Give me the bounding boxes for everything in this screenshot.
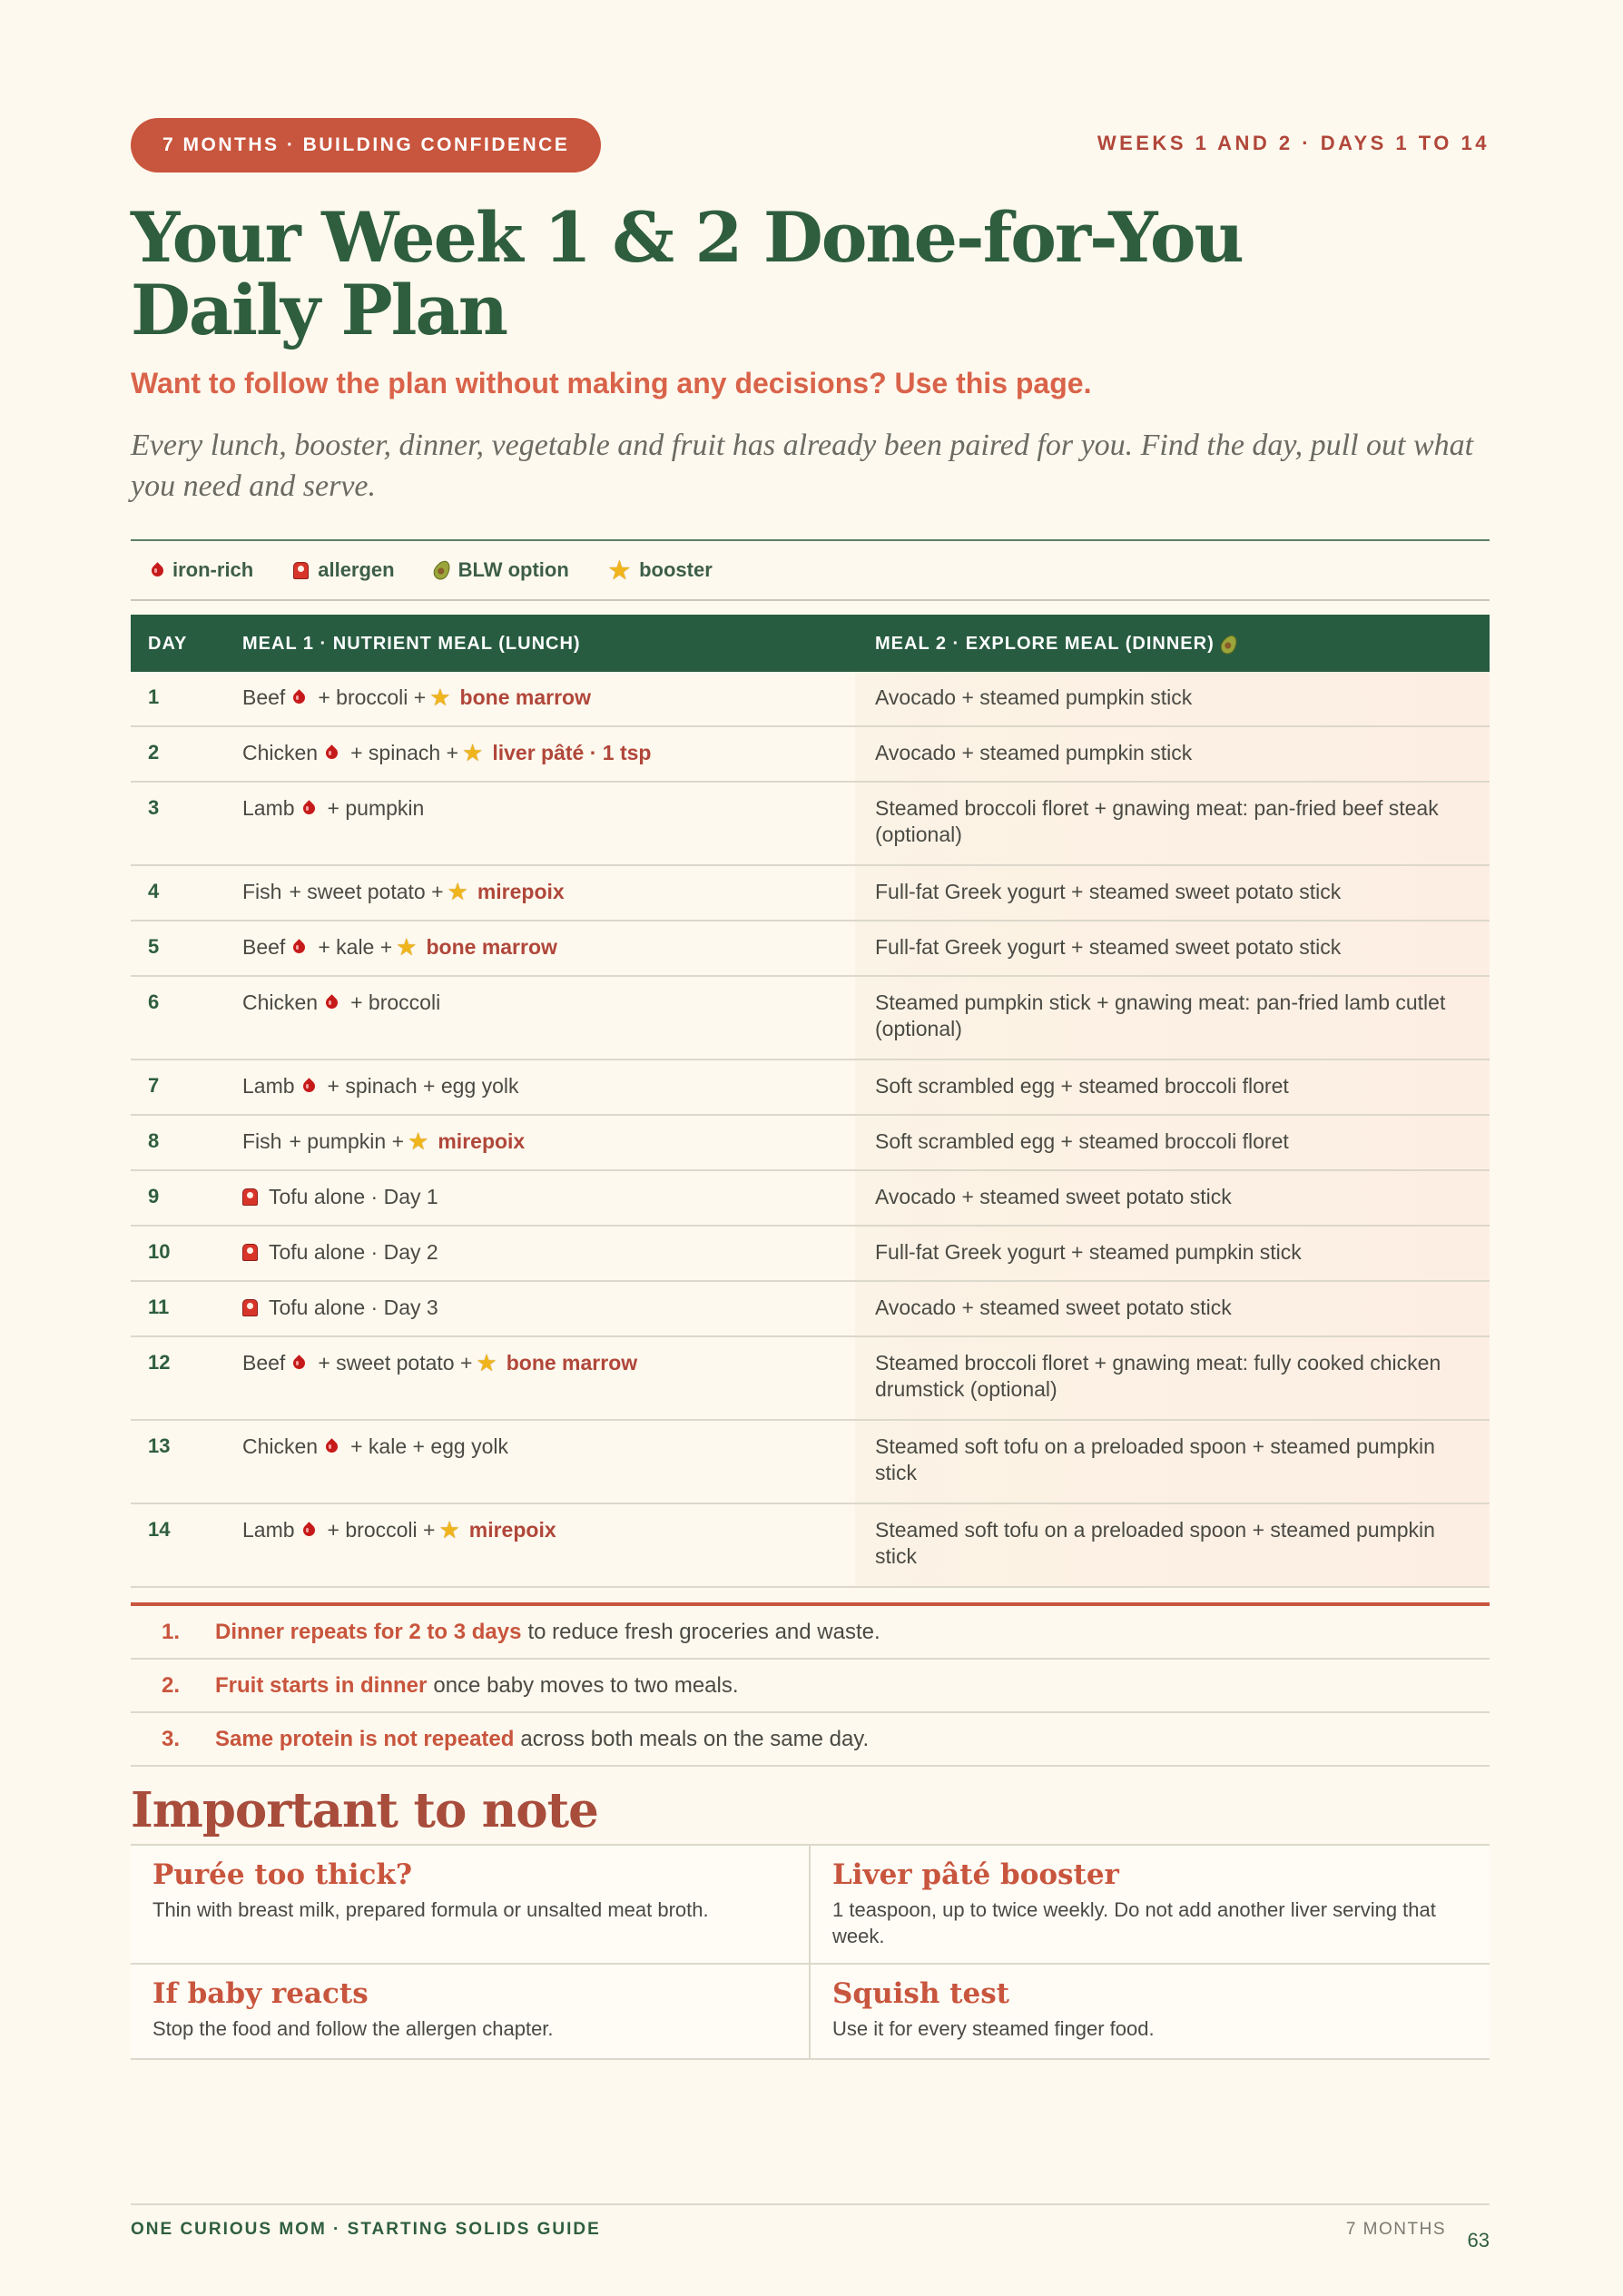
subtitle: Want to follow the plan without making any decisions? Use this page. (131, 367, 1092, 399)
booster-label: bone marrow (426, 934, 557, 959)
day-number: 6 (148, 990, 160, 1013)
day-number: 3 (148, 796, 160, 819)
footer-section: 7 MONTHS (1345, 2220, 1446, 2239)
meal1-cell (242, 878, 565, 905)
meal2-cell: Steamed broccoli floret + gnawing meat: fully cooked chicken drumstick (optional) (875, 1351, 1441, 1401)
meal1-cell (242, 1294, 438, 1321)
meal1-cell (242, 1516, 556, 1543)
legend-item-allergen (293, 558, 394, 582)
star-icon: ★ (447, 878, 468, 905)
meal1-protein: Chicken (242, 1434, 319, 1458)
table-row (131, 1116, 1490, 1171)
meal1-cell (242, 684, 591, 711)
day-number: 14 (148, 1518, 171, 1541)
table-row (131, 1504, 1490, 1588)
alarm-light-icon (242, 1188, 258, 1206)
note-highlight: Dinner repeats for 2 to 3 days (215, 1619, 522, 1644)
star-icon: ★ (408, 1128, 429, 1155)
table-row (131, 783, 1490, 866)
tip-card (131, 1846, 811, 1965)
day-number: 9 (148, 1185, 160, 1207)
footer-guide-title: ONE CURIOUS MOM · STARTING SOLIDS GUIDE (131, 2220, 601, 2239)
note-number: 3. (162, 1726, 181, 1751)
meal-table-body (131, 672, 1490, 1588)
star-icon: ★ (429, 684, 451, 711)
footer-divider (131, 2203, 1490, 2205)
table-row (131, 921, 1490, 977)
meal1-protein: Fish (242, 1128, 282, 1153)
day-number: 10 (148, 1240, 171, 1263)
alarm-light-icon (293, 562, 309, 579)
star-icon: ★ (438, 1516, 460, 1543)
meal1-sides: + spinach + egg yolk (327, 1073, 519, 1098)
meal1-sides: + broccoli (350, 990, 441, 1014)
intro-text: Every lunch, booster, dinner, vegetable and fruit has already been paired for you. Find the day, pull out what you need and serve. (131, 429, 1474, 503)
day-number: 12 (148, 1351, 171, 1374)
tip-card (811, 1965, 1490, 2060)
meal1-protein: Tofu alone · Day 2 (269, 1239, 438, 1264)
star-icon: ★ (476, 1349, 497, 1376)
legend-item-iron (151, 558, 253, 582)
table-row (131, 1227, 1490, 1282)
meal1-protein: Chicken (242, 740, 319, 764)
meal1-cell (242, 1128, 525, 1155)
meal1-cell (242, 933, 557, 961)
table-row (131, 1282, 1490, 1337)
day-number: 4 (148, 880, 160, 902)
meal1-sides: + sweet potato + (318, 1350, 473, 1375)
booster-label: bone marrow (459, 685, 591, 709)
meal1-protein: Beef (242, 934, 286, 959)
table-row (131, 977, 1490, 1060)
meal2-cell: Avocado + steamed pumpkin stick (875, 685, 1193, 709)
col-meal2-header-wrap (875, 634, 1236, 655)
alarm-light-icon (242, 1244, 258, 1261)
tip-body: Use it for every steamed finger food. (832, 2017, 1155, 2040)
day-number: 7 (148, 1074, 160, 1097)
blood-drop-icon (292, 938, 305, 956)
day-number: 5 (148, 935, 160, 958)
meal2-cell: Soft scrambled egg + steamed broccoli floret (875, 1129, 1289, 1153)
blood-drop-icon (292, 1354, 305, 1372)
table-row (131, 672, 1490, 727)
day-number: 8 (148, 1129, 160, 1152)
page-title (131, 197, 1402, 350)
star-icon: ★ (462, 739, 484, 766)
legend-label: BLW option (457, 558, 569, 581)
meal1-protein: Tofu alone · Day 3 (269, 1295, 438, 1319)
note-text: once baby moves to two meals. (433, 1672, 739, 1698)
meal2-cell: Avocado + steamed sweet potato stick (875, 1185, 1232, 1208)
note-text: across both meals on the same day. (520, 1726, 870, 1751)
important-grid (131, 1844, 1490, 2060)
table-row (131, 1060, 1490, 1116)
meal2-cell: Full-fat Greek yogurt + steamed pumpkin stick (875, 1240, 1302, 1264)
note-number: 2. (162, 1672, 181, 1698)
tip-card (131, 1965, 811, 2060)
meal1-sides: + broccoli + (318, 685, 427, 709)
alarm-light-icon (242, 1299, 258, 1316)
meal2-cell: Avocado + steamed pumpkin stick (875, 741, 1193, 764)
day-number: 1 (148, 685, 160, 708)
page-number: 63 (1467, 2229, 1490, 2252)
section-pill: 7 MONTHS · BUILDING CONFIDENCE (131, 118, 601, 172)
meal1-protein: Lamb (242, 1517, 295, 1542)
booster-label: mirepoix (477, 879, 565, 903)
meal1-protein: Lamb (242, 795, 295, 820)
meal2-cell: Steamed pumpkin stick + gnawing meat: pan-fried lamb cutlet (optional) (875, 990, 1446, 1040)
tip-body: Stop the food and follow the allergen chapter. (152, 2017, 554, 2040)
meal2-cell: Steamed soft tofu on a preloaded spoon + steamed pumpkin stick (875, 1518, 1435, 1568)
col-meal2-header: MEAL 2 · EXPLORE MEAL (DINNER) (875, 634, 1215, 654)
meal1-sides: + pumpkin + (289, 1128, 405, 1153)
important-title: Important to note (131, 1782, 598, 1838)
meal1-cell (242, 1433, 508, 1460)
tip-title: Purée too thick? (152, 1858, 413, 1891)
meal1-protein: Lamb (242, 1073, 295, 1098)
meal2-cell: Soft scrambled egg + steamed broccoli floret (875, 1074, 1289, 1098)
note-item (131, 1606, 1490, 1660)
tip-title: If baby reacts (152, 1977, 369, 2010)
booster-label: mirepoix (438, 1128, 526, 1153)
note-item (131, 1713, 1490, 1767)
meal1-cell (242, 1349, 637, 1376)
legend-label: iron-rich (172, 558, 254, 581)
meal1-protein: Tofu alone · Day 1 (269, 1184, 438, 1208)
note-number: 1. (162, 1619, 181, 1644)
booster-label: mirepoix (468, 1517, 556, 1542)
table-row (131, 727, 1490, 783)
meal1-protein: Beef (242, 1350, 286, 1375)
legend-label: booster (639, 558, 713, 581)
meal2-cell: Steamed soft tofu on a preloaded spoon + steamed pumpkin stick (875, 1434, 1435, 1484)
tip-title: Squish test (832, 1977, 1009, 2010)
meal2-cell: Full-fat Greek yogurt + steamed sweet potato stick (875, 880, 1342, 903)
meal1-protein: Beef (242, 685, 286, 709)
legend-item-blw (435, 558, 569, 582)
blood-drop-icon (302, 799, 315, 817)
table-row (131, 1337, 1490, 1421)
meal1-protein: Chicken (242, 990, 319, 1014)
meal1-cell (242, 794, 424, 822)
note-text: to reduce fresh groceries and waste. (527, 1619, 880, 1644)
meal1-cell (242, 1183, 438, 1210)
table-row (131, 866, 1490, 921)
tip-body: Thin with breast milk, prepared formula or unsalted meat broth. (152, 1898, 709, 1921)
day-number: 2 (148, 741, 160, 764)
day-number: 11 (148, 1296, 170, 1318)
legend (131, 539, 1490, 601)
col-day-header: DAY (148, 634, 188, 654)
booster-label: liver pâté · 1 tsp (492, 740, 652, 764)
notes-list (131, 1602, 1490, 1767)
meal2-cell: Steamed broccoli floret + gnawing meat: pan-fried beef steak (optional) (875, 796, 1439, 846)
table-header (131, 615, 1490, 672)
star-icon: ★ (608, 557, 631, 584)
meal1-protein: Fish (242, 879, 282, 903)
meal1-sides: + sweet potato + (289, 879, 444, 903)
blood-drop-icon (292, 688, 305, 706)
meal2-cell: Avocado + steamed sweet potato stick (875, 1296, 1232, 1319)
tip-title: Liver pâté booster (832, 1858, 1119, 1891)
legend-item-booster (609, 558, 713, 582)
day-number: 13 (148, 1434, 171, 1457)
meal1-sides: + spinach + (350, 740, 459, 764)
star-icon: ★ (396, 933, 418, 961)
blood-drop-icon (302, 1077, 315, 1095)
blood-drop-icon (325, 1437, 338, 1455)
blood-drop-icon (325, 993, 338, 1011)
weeks-label: WEEKS 1 AND 2 · DAYS 1 TO 14 (1097, 132, 1490, 154)
booster-label: bone marrow (506, 1350, 638, 1375)
meal1-sides: + kale + (318, 934, 393, 959)
title-line-2: Daily Plan (131, 270, 507, 350)
meal2-cell: Full-fat Greek yogurt + steamed sweet potato stick (875, 935, 1342, 959)
meal1-sides: + broccoli + (327, 1517, 436, 1542)
blood-drop-icon (302, 1521, 315, 1539)
tip-card (811, 1846, 1490, 1965)
avocado-icon (430, 557, 453, 582)
avocado-icon (1217, 632, 1240, 656)
meal1-cell (242, 739, 651, 766)
col-meal1-header: MEAL 1 · NUTRIENT MEAL (LUNCH) (242, 634, 581, 654)
note-highlight: Same protein is not repeated (215, 1726, 515, 1751)
meal1-sides: + pumpkin (327, 795, 425, 820)
note-highlight: Fruit starts in dinner (215, 1672, 428, 1698)
table-row (131, 1421, 1490, 1504)
note-item (131, 1660, 1490, 1713)
meal1-cell (242, 1072, 519, 1099)
meal1-sides: + kale + egg yolk (350, 1434, 509, 1458)
meal1-cell (242, 989, 440, 1016)
table-row (131, 1171, 1490, 1227)
blood-drop-icon (325, 744, 338, 762)
title-line-1: Your Week 1 & 2 Done-for-You (131, 197, 1243, 278)
legend-label: allergen (318, 558, 395, 581)
tip-body: 1 teaspoon, up to twice weekly. Do not add another liver serving that week. (832, 1898, 1436, 1947)
blood-drop-icon (151, 561, 163, 579)
meal1-cell (242, 1238, 438, 1266)
